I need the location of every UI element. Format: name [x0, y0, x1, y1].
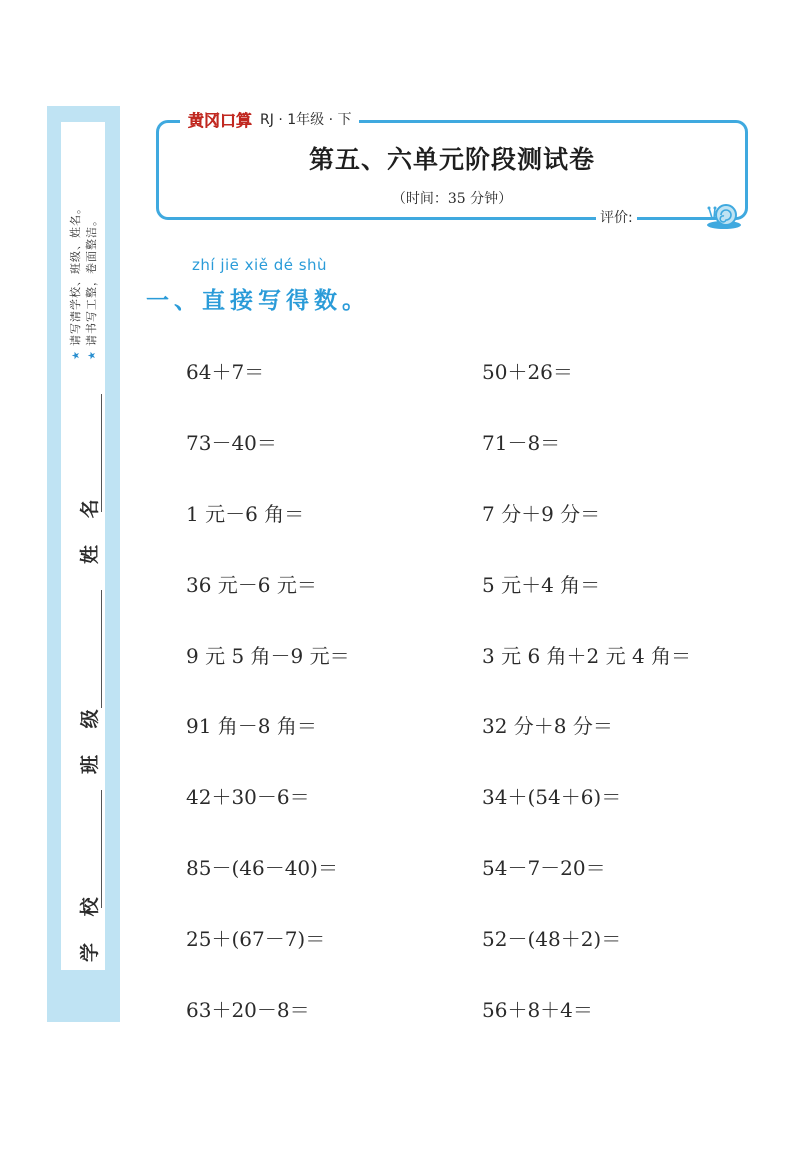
student-info-panel: [61, 122, 105, 970]
exam-time: （时间：35 分钟）: [391, 191, 513, 207]
brand-logo: 黄冈口算: [188, 110, 253, 130]
problem-left-7: 42＋30－6＝: [186, 785, 310, 809]
problem-left-3: 1 元－6 角＝: [186, 502, 305, 526]
problem-right-5: 3 元 6 角＋2 元 4 角＝: [482, 644, 692, 668]
problem-left-8: 85－(46－40)＝: [186, 856, 338, 880]
problem-right-3: 7 分＋9 分＝: [482, 502, 601, 526]
brand-tab: [180, 104, 359, 134]
problem-right-9: 52－(48＋2)＝: [482, 927, 622, 951]
class-field[interactable]: [101, 590, 102, 708]
problem-left-10: 63＋20－8＝: [186, 998, 310, 1022]
section-title: 一、直接写得数。: [146, 288, 370, 314]
problem-right-8: 54－7－20＝: [482, 856, 606, 880]
problem-right-7: 34＋(54＋6)＝: [482, 785, 622, 809]
binding-strip: [47, 106, 120, 1022]
exam-title: 第五、六单元阶段测试卷: [308, 145, 595, 174]
name-field[interactable]: [101, 394, 102, 512]
edition-label: RJ · 1年级 · 下: [260, 112, 352, 128]
name-label: 姓 名: [79, 489, 101, 564]
school-field[interactable]: [101, 790, 102, 908]
school-label: 学 校: [79, 887, 101, 962]
problem-left-9: 25＋(67－7)＝: [186, 927, 326, 951]
problem-left-4: 36 元－6 元＝: [186, 573, 317, 597]
problem-left-6: 91 角－8 角＝: [186, 714, 317, 738]
problem-right-6: 32 分＋8 分＝: [482, 714, 613, 738]
snail-icon: [704, 198, 744, 230]
evaluation-label: 评价:: [596, 206, 637, 230]
problem-left-1: 64＋7＝: [186, 360, 265, 384]
section-pinyin: zhí jiē xiě dé shù: [192, 256, 328, 274]
star-icon: ★: [87, 350, 98, 360]
problem-left-2: 73－40＝: [186, 431, 277, 455]
problem-right-2: 71－8＝: [482, 431, 561, 455]
problem-left-5: 9 元 5 角－9 元＝: [186, 644, 350, 668]
notice-line-2: ★请书写工整，卷面整洁。: [85, 214, 98, 360]
class-label: 班 级: [79, 699, 101, 774]
star-icon: ★: [71, 350, 82, 360]
notice-line-1: ★请写清学校、班级、姓名。: [69, 202, 82, 360]
problem-right-4: 5 元＋4 角＝: [482, 573, 601, 597]
problem-right-10: 56＋8＋4＝: [482, 998, 593, 1022]
problem-right-1: 50＋26＝: [482, 360, 573, 384]
